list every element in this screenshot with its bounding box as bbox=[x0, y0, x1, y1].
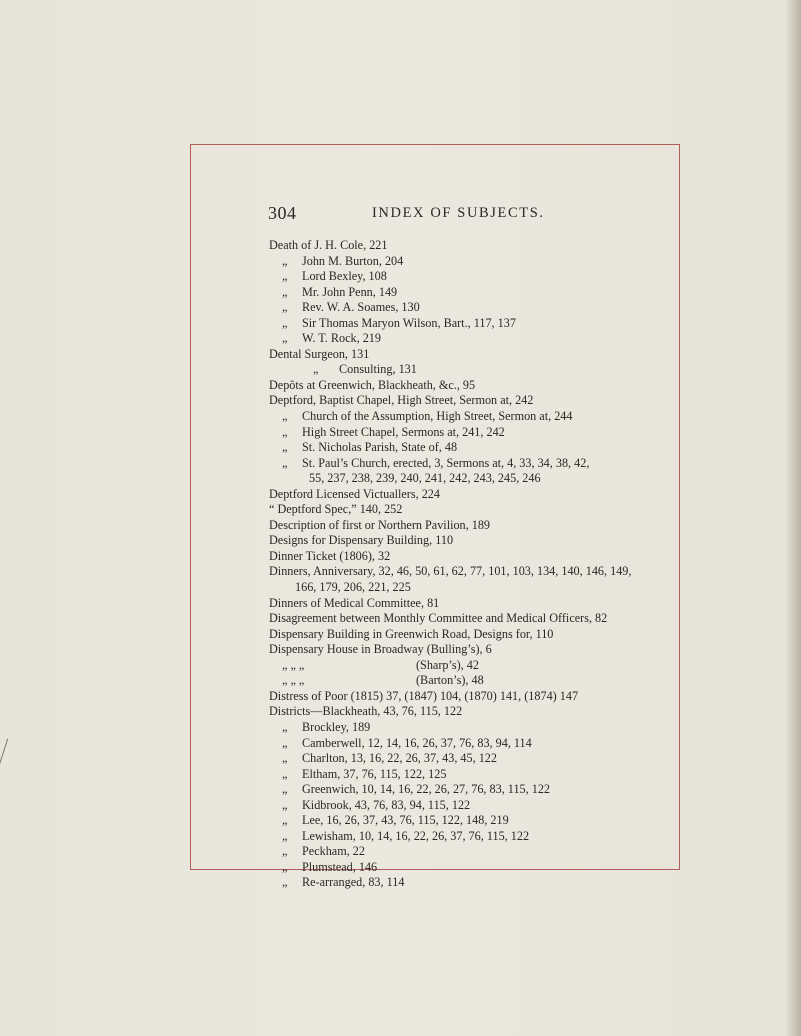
page-header bbox=[268, 203, 678, 227]
index-subentry: „ Peckham, 22 bbox=[282, 844, 365, 859]
index-entry: Districts—Blackheath, 43, 76, 115, 122 bbox=[269, 704, 463, 719]
ditto-mark: „ bbox=[282, 269, 288, 284]
ditto-mark: „ bbox=[282, 455, 288, 470]
page-edge-shadow bbox=[787, 0, 801, 1036]
index-entry: “ Deptford Spec,” 140, 252 bbox=[269, 502, 403, 517]
running-head: INDEX OF SUBJECTS. bbox=[372, 205, 545, 221]
index-subentry: „ W. T. Rock, 219 bbox=[282, 331, 381, 346]
index-subentry: „ Lord Bexley, 108 bbox=[282, 269, 387, 284]
index-subentry: „ High Street Chapel, Sermons at, 241, 242 bbox=[282, 424, 505, 439]
index-entry: Dinner Ticket (1806), 32 bbox=[269, 548, 391, 563]
index-subentry: „ St. Nicholas Parish, State of, 48 bbox=[282, 440, 458, 455]
index-subentry: „ „ „ (Barton’s), 48 bbox=[282, 673, 484, 688]
ditto-mark: „ bbox=[282, 253, 288, 268]
ditto-mark: „ bbox=[282, 315, 288, 330]
index-subentry: „ Consulting, 131 bbox=[313, 362, 417, 377]
ditto-mark: „ bbox=[282, 859, 288, 874]
index-subentry: „ Rev. W. A. Soames, 130 bbox=[282, 300, 420, 315]
index-subentry: „ Eltham, 37, 76, 115, 122, 125 bbox=[282, 766, 447, 781]
index-entry: Dinners, Anniversary, 32, 46, 50, 61, 62, 77, 101, 103, 134, 140, 146, 149, bbox=[269, 564, 632, 579]
index-list bbox=[269, 238, 679, 891]
index-subentry: „ Greenwich, 10, 14, 16, 22, 26, 27, 76, 83, 115, 122 bbox=[282, 782, 551, 797]
ditto-mark: „ bbox=[282, 782, 288, 797]
index-entry: Depôts at Greenwich, Blackheath, &c., 95 bbox=[269, 377, 476, 392]
index-subentry: „ Re-arranged, 83, 114 bbox=[282, 875, 405, 890]
index-subentry: „ St. Paul’s Church, erected, 3, Sermons at, 4, 33, 34, 38, 42, bbox=[282, 455, 590, 470]
index-continuation: 166, 179, 206, 221, 225 bbox=[295, 580, 411, 595]
index-subentry: „ Church of the Assumption, High Street, Sermon at, 244 bbox=[282, 409, 573, 424]
index-subentry: „ Lee, 16, 26, 37, 43, 76, 115, 122, 148, 219 bbox=[282, 813, 509, 828]
ditto-mark: „ „ „ bbox=[282, 673, 305, 688]
index-entry: Dinners of Medical Committee, 81 bbox=[269, 595, 440, 610]
index-subentry: „ Sir Thomas Maryon Wilson, Bart., 117, 137 bbox=[282, 315, 516, 330]
index-continuation: 55, 237, 238, 239, 240, 241, 242, 243, 245, 246 bbox=[309, 471, 541, 486]
ditto-mark: „ bbox=[282, 300, 288, 315]
index-subentry: „ Plumstead, 146 bbox=[282, 859, 378, 874]
index-entry: Designs for Dispensary Building, 110 bbox=[269, 533, 454, 548]
index-entry: Disagreement between Monthly Committee and Medical Officers, 82 bbox=[269, 611, 608, 626]
index-entry: Description of first or Northern Pavilion, 189 bbox=[269, 517, 491, 532]
index-entry: Dispensary House in Broadway (Bulling’s), 6 bbox=[269, 642, 492, 657]
index-entry: Deptford, Baptist Chapel, High Street, Sermon at, 242 bbox=[269, 393, 534, 408]
index-subentry: „ Mr. John Penn, 149 bbox=[282, 284, 398, 299]
ditto-mark: „ bbox=[282, 828, 288, 843]
page-number: 304 bbox=[268, 203, 297, 223]
ditto-mark: „ bbox=[282, 424, 288, 439]
ditto-mark: „ bbox=[282, 751, 288, 766]
ditto-mark: „ bbox=[282, 409, 288, 424]
index-subentry: „ Brockley, 189 bbox=[282, 719, 371, 734]
ditto-mark: „ bbox=[282, 766, 288, 781]
ditto-mark: „ „ „ bbox=[282, 657, 305, 672]
ditto-mark: „ bbox=[282, 284, 288, 299]
ditto-mark: „ bbox=[282, 797, 288, 812]
index-subentry: „ Lewisham, 10, 14, 16, 22, 26, 37, 76, 115, 122 bbox=[282, 828, 530, 843]
ditto-mark: „ bbox=[282, 844, 288, 859]
ditto-mark: „ bbox=[282, 875, 288, 890]
index-entry: Dispensary Building in Greenwich Road, Designs for, 110 bbox=[269, 626, 554, 641]
ditto-mark: „ bbox=[282, 719, 288, 734]
index-subentry: „ Kidbrook, 43, 76, 83, 94, 115, 122 bbox=[282, 797, 471, 812]
index-entry: Deptford Licensed Victuallers, 224 bbox=[269, 486, 440, 501]
ditto-mark: „ bbox=[282, 331, 288, 346]
ditto-mark: „ bbox=[313, 362, 319, 377]
ditto-mark: „ bbox=[282, 813, 288, 828]
index-subentry: „ „ „ (Sharp’s), 42 bbox=[282, 657, 479, 672]
index-subentry: „ John M. Burton, 204 bbox=[282, 253, 404, 268]
index-entry: Death of J. H. Cole, 221 bbox=[269, 238, 388, 252]
index-entry: Distress of Poor (1815) 37, (1847) 104, (1870) 141, (1874) 147 bbox=[269, 688, 579, 703]
index-entry: Dental Surgeon, 131 bbox=[269, 346, 370, 361]
index-subentry: „ Camberwell, 12, 14, 16, 26, 37, 76, 83, 94, 114 bbox=[282, 735, 532, 750]
index-subentry: „ Charlton, 13, 16, 22, 26, 37, 43, 45, 122 bbox=[282, 751, 497, 766]
ditto-mark: „ bbox=[282, 440, 288, 455]
ditto-mark: „ bbox=[282, 735, 288, 750]
